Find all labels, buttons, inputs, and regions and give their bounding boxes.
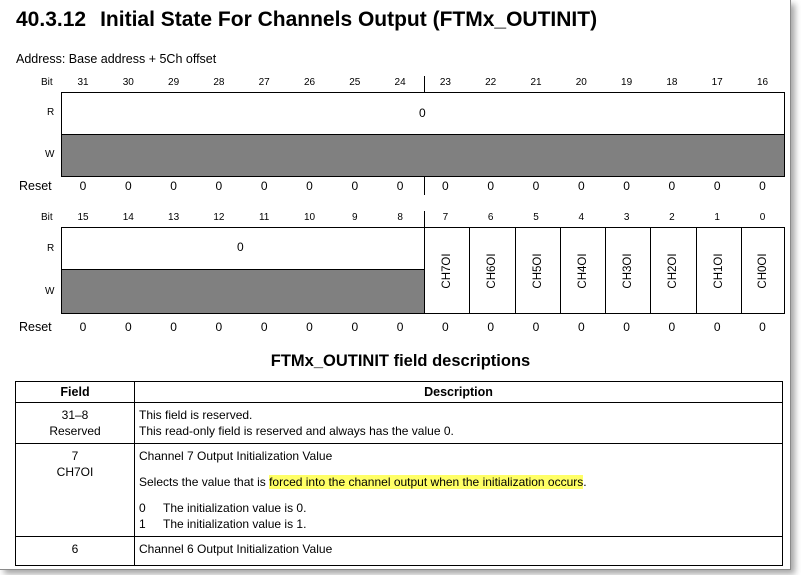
description-cell — [135, 537, 783, 566]
bit-number: 14 — [122, 212, 134, 223]
reset-value: 0 — [260, 320, 268, 334]
reset-value: 0 — [532, 320, 540, 334]
bit-number: 30 — [122, 77, 134, 88]
option-text: The initialization value is 0. — [163, 501, 307, 515]
bit-field-cell — [741, 227, 785, 314]
reset-value: 0 — [215, 320, 223, 334]
option-text: The initialization value is 1. — [163, 517, 307, 531]
table-row — [16, 537, 783, 566]
write-row-label-lower: W — [45, 286, 55, 297]
reset-value: 0 — [170, 320, 177, 334]
reset-value: 0 — [124, 320, 132, 334]
bit-number: 10 — [303, 212, 316, 223]
table-title: FTMx_OUTINIT field descriptions — [270, 352, 531, 370]
field-bits: 7 — [71, 449, 79, 463]
bit-field-cell — [605, 227, 651, 314]
reset-value: 0 — [215, 179, 223, 193]
description-column-header: Description — [135, 382, 783, 403]
reset-value: 0 — [396, 320, 404, 334]
bit-number: 28 — [213, 77, 225, 88]
bit-number: 22 — [485, 77, 497, 88]
field-column-header: Field — [16, 382, 135, 403]
reset-value: 0 — [442, 320, 449, 334]
reset-row-label: Reset — [19, 179, 52, 193]
bit-number: 13 — [168, 212, 180, 223]
bit-field-cell — [469, 227, 515, 314]
bit-field-name: CH4OI — [576, 252, 589, 289]
read-row-label-lower: R — [47, 243, 55, 254]
section-number: 40.3.12 — [16, 8, 87, 31]
reset-value: 0 — [260, 179, 268, 193]
lower-write-field — [61, 269, 425, 314]
bit-number: 12 — [213, 212, 225, 223]
table-header-row — [16, 382, 783, 403]
reset-value: 0 — [759, 179, 766, 193]
reset-value: 0 — [79, 179, 87, 193]
lower-read-value: 0 — [237, 240, 244, 254]
bit-number: 27 — [258, 77, 270, 88]
reset-value: 0 — [623, 179, 630, 193]
reset-value: 0 — [577, 179, 585, 193]
section-title: Initial State For Channels Output (FTMx_OUTINIT) — [100, 8, 598, 31]
bit-number: 9 — [352, 212, 358, 223]
bit-number: 4 — [578, 212, 585, 223]
bit-divider — [424, 76, 425, 92]
bit-number: 11 — [258, 212, 270, 223]
bit-field-name: CH5OI — [531, 252, 544, 289]
bit-divider-lower — [424, 211, 425, 227]
bit-field-name: CH2OI — [667, 252, 680, 289]
description-text: Selects the value that is — [139, 475, 270, 489]
reset-value: 0 — [668, 179, 676, 193]
field-descriptions-table — [15, 381, 783, 566]
reset-value: 0 — [487, 320, 495, 334]
reset-value: 0 — [623, 320, 630, 334]
upper-read-value: 0 — [419, 106, 426, 120]
bit-field-cell — [424, 227, 470, 314]
bit-number: 8 — [397, 212, 403, 223]
reset-value: 0 — [170, 179, 177, 193]
reset-divider — [424, 177, 425, 195]
table-row — [16, 403, 783, 444]
bit-field-name: CH7OI — [441, 252, 454, 289]
bit-number: 2 — [669, 212, 675, 223]
reset-value: 0 — [577, 320, 585, 334]
description-cell — [135, 444, 783, 537]
field-name: Reserved — [49, 424, 101, 438]
bit-field-name: CH1OI — [712, 252, 725, 289]
write-row-label: W — [45, 149, 55, 160]
bit-number: 3 — [623, 212, 630, 223]
option-row — [139, 500, 778, 516]
reset-value: 0 — [759, 320, 766, 334]
field-title: Channel 7 Output Initialization Value — [139, 449, 333, 463]
bit-number: 25 — [349, 77, 361, 88]
upper-write-field — [61, 134, 785, 177]
bit-number: 15 — [77, 212, 89, 223]
field-cell — [16, 444, 135, 537]
bit-number: 19 — [621, 77, 633, 88]
bit-number: 20 — [575, 77, 587, 88]
bit-number: 21 — [530, 77, 542, 88]
table-row — [16, 444, 783, 537]
field-name: CH7OI — [56, 465, 94, 479]
bit-field-name: CH3OI — [622, 252, 635, 289]
bit-number: 16 — [756, 77, 769, 88]
bit-row-label: Bit — [41, 77, 53, 88]
bit-field-name: CH0OI — [756, 252, 769, 289]
read-row-label: R — [47, 107, 55, 118]
bit-number: 29 — [168, 77, 180, 88]
bit-field-cell — [696, 227, 742, 314]
bit-number: 1 — [714, 212, 720, 223]
reset-value: 0 — [487, 179, 495, 193]
bit-field-cell — [650, 227, 696, 314]
bit-number: 17 — [711, 77, 723, 88]
field-cell — [16, 537, 135, 566]
reset-value: 0 — [713, 179, 721, 193]
bit-row-label-lower: Bit — [41, 212, 53, 223]
bit-field-cell — [560, 227, 606, 314]
reset-value: 0 — [442, 179, 449, 193]
bit-number: 18 — [666, 77, 678, 88]
bit-number: 23 — [439, 77, 451, 88]
reset-value: 0 — [532, 179, 540, 193]
bit-number: 6 — [487, 212, 494, 223]
reset-value: 0 — [668, 320, 676, 334]
bit-field-cell — [515, 227, 561, 314]
reset-value: 0 — [306, 320, 313, 334]
bit-number: 31 — [77, 77, 89, 88]
reset-value: 0 — [713, 320, 721, 334]
field-bits: 31–8 — [61, 408, 89, 422]
field-cell — [16, 403, 135, 444]
section-heading — [16, 8, 597, 32]
reset-row-label-lower: Reset — [19, 320, 52, 334]
description-line: This field is reserved. — [139, 408, 253, 422]
option-key: 1 — [139, 517, 146, 531]
bit-number: 26 — [303, 77, 316, 88]
option-row — [139, 516, 778, 532]
bit-number: 5 — [533, 212, 539, 223]
reset-value: 0 — [124, 179, 132, 193]
register-address: Address: Base address + 5Ch offset — [16, 52, 217, 66]
description-line: This read-only field is reserved and always has the value 0. — [139, 424, 454, 438]
bit-number: 0 — [759, 212, 766, 223]
description-cell — [135, 403, 783, 444]
reset-value: 0 — [351, 179, 359, 193]
field-title: Channel 6 Output Initialization Value — [139, 542, 333, 556]
highlighted-text: forced into the channel output when the initialization occurs — [269, 475, 584, 489]
option-key: 0 — [139, 501, 146, 515]
bit-number: 7 — [442, 212, 449, 223]
reset-value: 0 — [306, 179, 313, 193]
description-text-end: . — [583, 475, 587, 489]
bit-number: 24 — [394, 77, 406, 88]
reset-value: 0 — [396, 179, 404, 193]
reset-value: 0 — [351, 320, 359, 334]
reset-value: 0 — [79, 320, 87, 334]
field-bits: 6 — [71, 542, 79, 556]
field-description — [139, 474, 778, 490]
bit-field-name: CH6OI — [486, 252, 499, 289]
